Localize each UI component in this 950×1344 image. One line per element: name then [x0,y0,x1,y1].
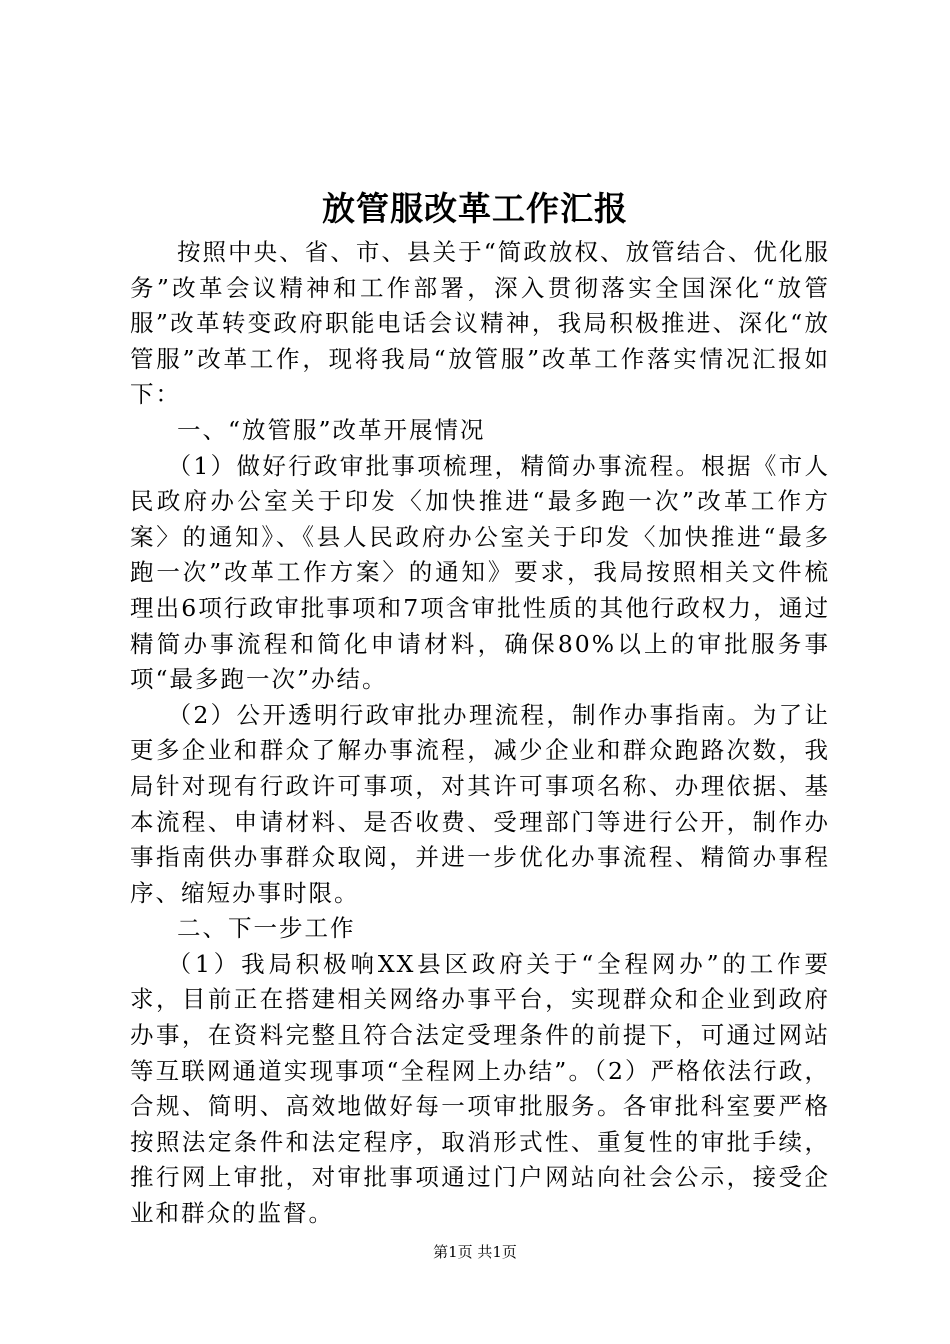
intro-paragraph: 按照中央、省、市、县关于“简政放权、放管结合、优化服务”改革会议精神和工作部署，深入贯彻落实全国深化“放管服”改革转变政府职能电话会议精神，我局积极推进、深化“放管服”改革工作，现将我局“放管服”改革工作落实情况汇报如下： [130,238,830,409]
section2-items: （1）我局积极响XX县区政府关于“全程网办”的工作要求，目前正在搭建相关网络办事平台，实现群众和企业到政府办事，在资料完整且符合法定受理条件的前提下，可通过网站等互联网通道实现事项“全程网上办结”。（2）严格依法行政，合规、简明、高效地做好每一项审批服务。各审批科室要严格按照法定条件和法定程序，取消形式性、重复性的审批手续，推行网上审批，对审批事项通过门户网站向社会公示，接受企业和群众的监督。 [130,949,830,1228]
document-body [130,235,830,1232]
section-heading-2: 二、下一步工作 [177,914,356,943]
page-footer: 第1页 共1页 [433,1243,517,1261]
section1-item-2: （2）公开透明行政审批办理流程，制作办事指南。为了让更多企业和群众了解办事流程，减少企业和群众跑路次数，我局针对现有行政许可事项，对其许可事项名称、办理依据、基本流程、申请材料、是否收费、受理部门等进行公开，制作办事指南供办事群众取阅，并进一步优化办事流程、精简办事程序、缩短办事时限。 [130,700,830,907]
section1-item-1: （1）做好行政审批事项梳理，精简办事流程。根据《市人民政府办公室关于印发〈加快推进“最多跑一次”改革工作方案〉的通知》、《县人民政府办公室关于印发〈加快推进“最多跑一次”改革工作方案〉的通知》要求，我局按照相关文件梳理出6项行政审批事项和7项含审批性质的其他行政权力，通过精简办事流程和简化申请材料，确保80%以上的审批服务事项“最多跑一次”办结。 [130,451,830,694]
section-heading-1: 一、“放管服”改革开展情况 [177,415,486,444]
document-title: 放管服改革工作汇报 [322,189,628,228]
